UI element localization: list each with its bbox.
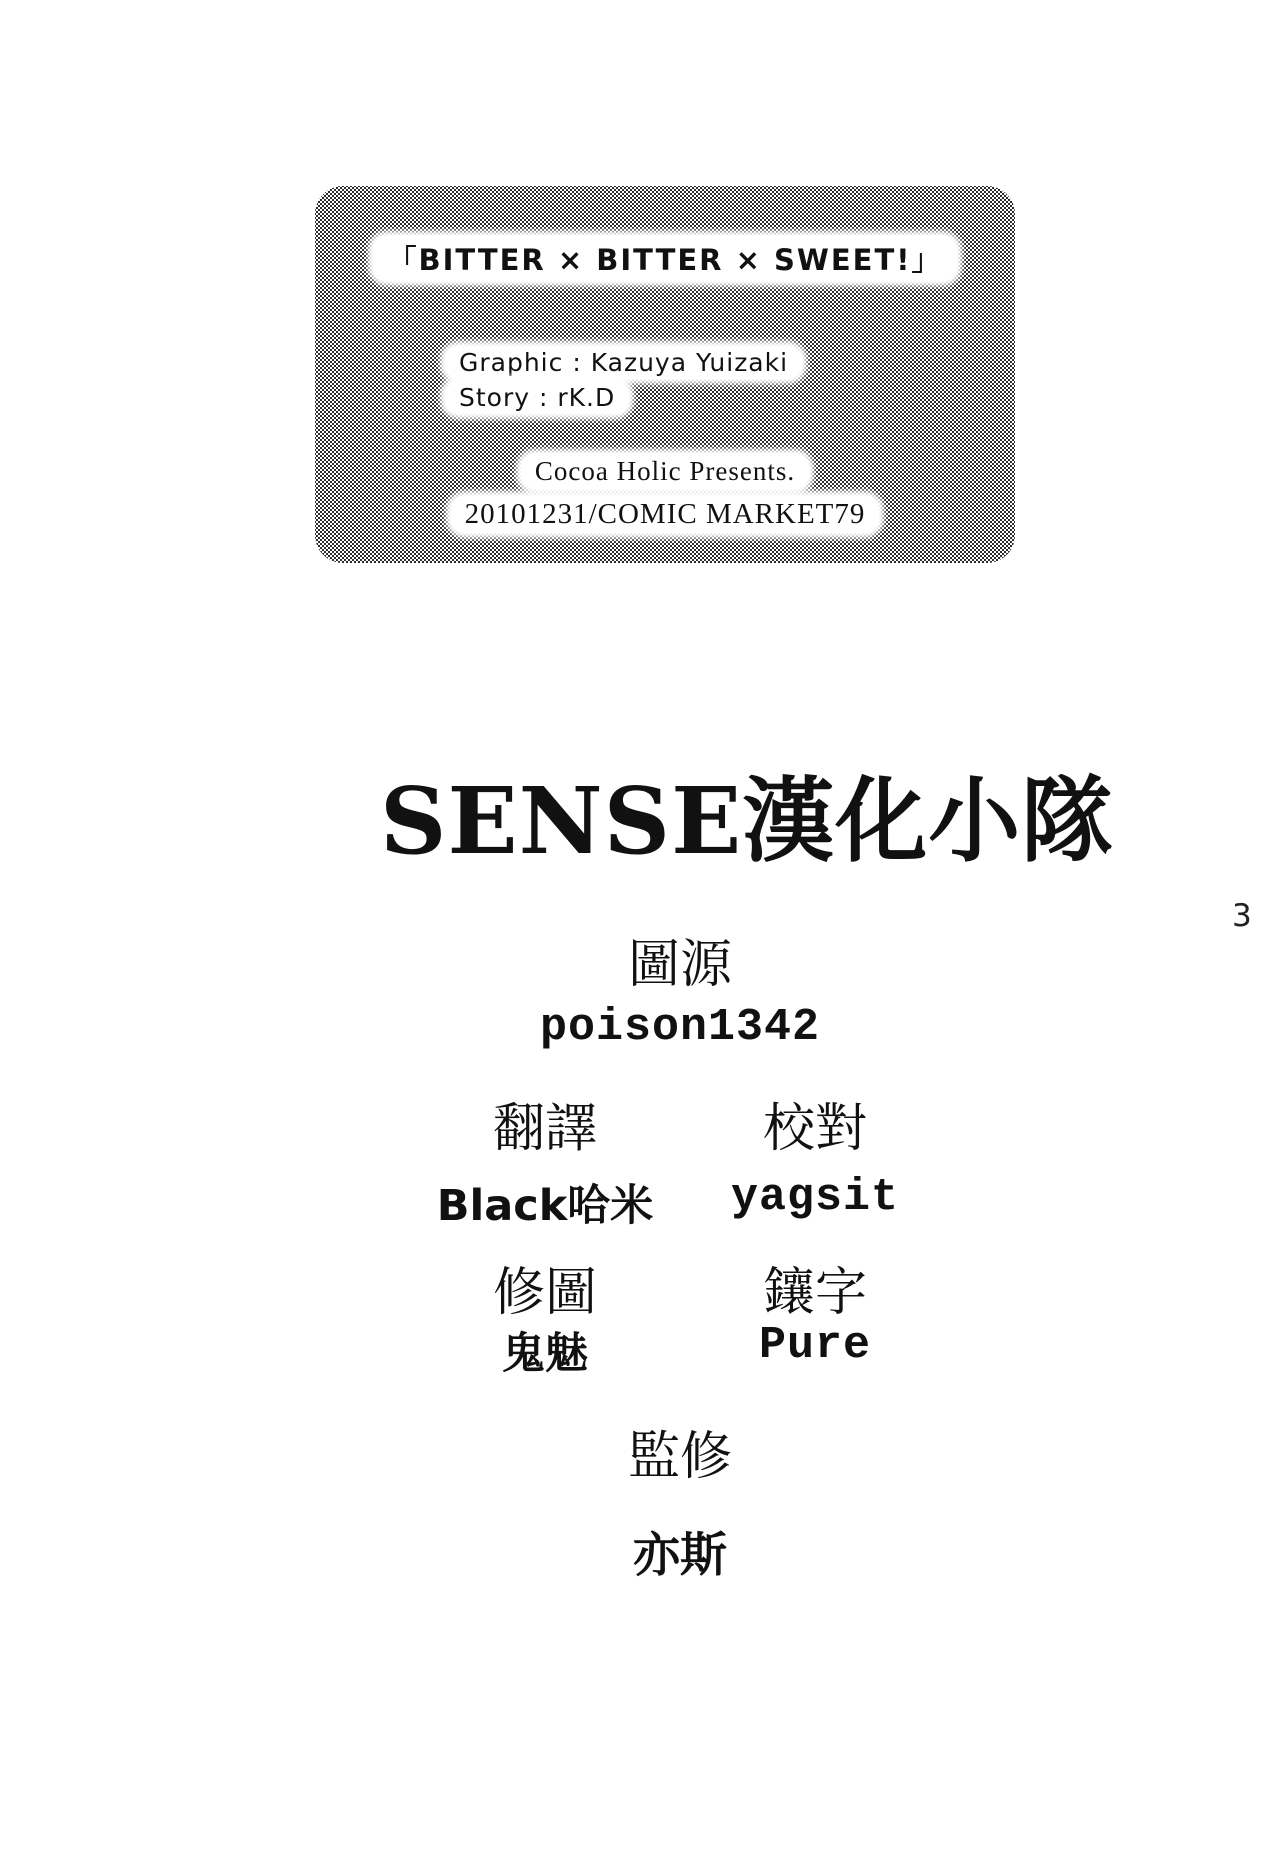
role-supervise-label: 監修 bbox=[627, 1429, 732, 1486]
book-title-line bbox=[315, 236, 1015, 281]
halftone-info-box bbox=[315, 186, 1015, 563]
roles-row1-labels bbox=[380, 1086, 980, 1161]
presents-line: Cocoa Holic Presents. bbox=[315, 454, 1015, 489]
group-title: SENSE漢化小隊 bbox=[380, 767, 1115, 875]
role-translate-value: Black哈米 bbox=[436, 1181, 654, 1231]
role-source-label: 圖源 bbox=[627, 937, 732, 994]
roles-row2-values bbox=[380, 1320, 980, 1381]
role-translate-label: 翻譯 bbox=[492, 1101, 597, 1158]
role-supervise-value: 亦斯 bbox=[633, 1528, 727, 1583]
book-title: 「BITTER × BITTER × SWEET!」 bbox=[373, 236, 956, 281]
role-retouch-label: 修圖 bbox=[492, 1265, 597, 1322]
roles-row2-labels bbox=[380, 1250, 980, 1325]
book-credit-lines bbox=[445, 346, 802, 416]
graphic-credit: Graphic : Kazuya Yuizaki bbox=[445, 346, 802, 379]
role-typeset-label: 鑲字 bbox=[762, 1265, 867, 1322]
role-proofread-value: yagsit bbox=[730, 1172, 900, 1223]
story-credit: Story : rK.D bbox=[445, 381, 802, 414]
role-source-value: poison1342 bbox=[539, 1002, 821, 1053]
event-date-line: 20101231/COMIC MARKET79 bbox=[315, 496, 1015, 533]
page-number: 3 bbox=[1232, 898, 1252, 934]
roles-row1-values bbox=[380, 1172, 980, 1233]
role-retouch-value: 鬼魅 bbox=[502, 1329, 588, 1379]
role-proofread-label: 校對 bbox=[762, 1101, 867, 1158]
role-typeset-value: Pure bbox=[758, 1320, 872, 1371]
